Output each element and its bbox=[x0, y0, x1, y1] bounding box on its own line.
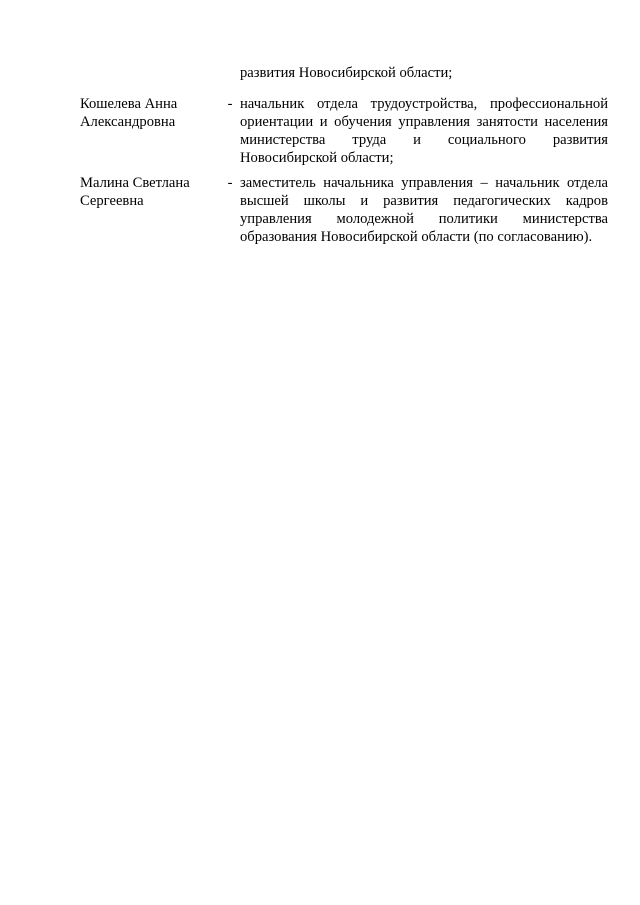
member-name bbox=[80, 95, 218, 131]
member-patronymic: Сергеевна bbox=[80, 193, 144, 209]
continuation-text: развития Новосибирской области; bbox=[240, 65, 453, 81]
member-entry bbox=[80, 174, 608, 254]
member-position: начальник отдела трудоустройства, профессиональной ориентации и обучения управления занятости населения министерства труда и социального развития Новосибирской области; bbox=[240, 96, 608, 166]
member-name bbox=[80, 174, 218, 210]
member-surname-firstname: Кошелева Анна bbox=[80, 96, 178, 112]
member-dash: - bbox=[227, 96, 233, 112]
member-entry bbox=[80, 95, 608, 175]
member-position: заместитель начальника управления – начальник отдела высшей школы и развития педагогических кадров управления молодежной политики министерства образования Новосибирской области (по согласованию). bbox=[240, 175, 608, 245]
member-dash: - bbox=[227, 175, 233, 191]
member-patronymic: Александровна bbox=[80, 114, 176, 130]
member-surname-firstname: Малина Светлана bbox=[80, 175, 190, 191]
